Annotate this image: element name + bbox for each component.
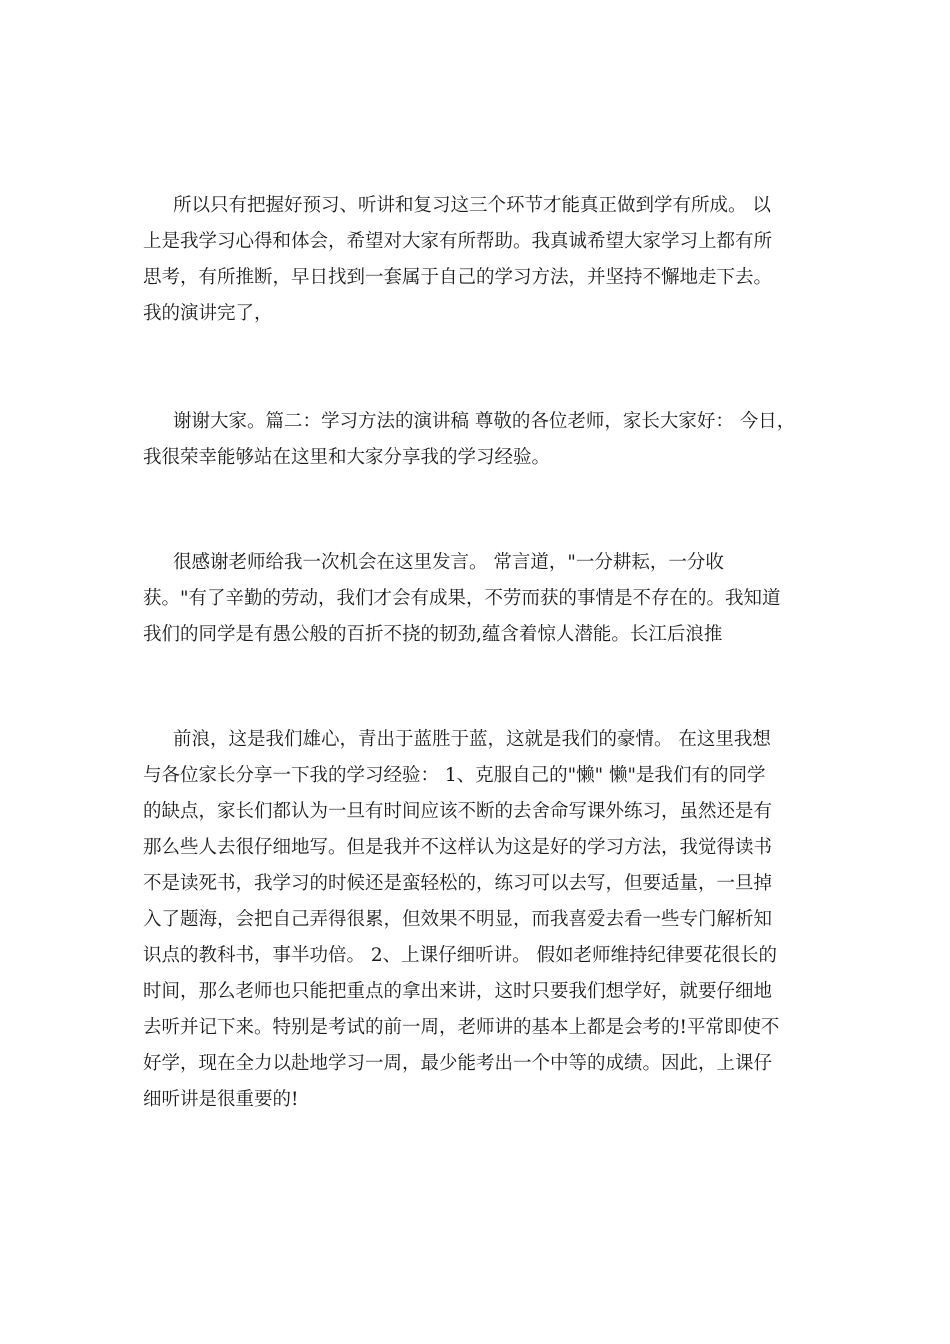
text-line: 我的演讲完了， <box>143 303 273 324</box>
text-line: 识点的教科书，事半功倍。 2、上课仔细听讲。 假如老师维持纪律要花很长的 <box>143 945 778 966</box>
text-line: 获。"有了辛勤的劳动，我们才会有成果，不劳而获的事情是不存在的。我知道 <box>143 588 781 609</box>
text-line: 谢谢大家。篇二：学习方法的演讲稿 尊敬的各位老师，家长大家好： 今日， <box>173 411 796 432</box>
text-line: 不是读死书，我学习的时候还是蛮轻松的，练习可以去写，但要适量，一旦掉 <box>143 873 773 894</box>
text-line: 我们的同学是有愚公般的百折不挠的韧劲,蕴含着惊人潜能。长江后浪推 <box>143 624 723 645</box>
text-line: 与各位家长分享一下我的学习经验： 1、克服自己的"懒" 懒"是我们有的同学 <box>143 765 766 786</box>
paragraph-conclusion <box>143 188 823 332</box>
text-line: 所以只有把握好预习、听讲和复习这三个环节才能真正做到学有所成。 以 <box>173 195 771 216</box>
paragraph-opening <box>143 545 823 653</box>
text-line: 好学，现在全力以赴地学习一周，最少能考出一个中等的成绩。因此，上课仔 <box>143 1053 773 1074</box>
text-line: 思考，有所推断，早日找到一套属于自己的学习方法，并坚持不懈地走下去。 <box>143 267 773 288</box>
text-line: 前浪，这是我们雄心，青出于蓝胜于蓝，这就是我们的豪情。 在这里我想 <box>173 729 771 750</box>
text-line: 入了题海，会把自己弄得很累，但效果不明显，而我喜爱去看一些专门解析知 <box>143 909 773 930</box>
text-line: 的缺点，家长们都认为一旦有时间应该不断的去舍命写课外练习，虽然还是有 <box>143 801 773 822</box>
text-line: 上是我学习心得和体会，希望对大家有所帮助。我真诚希望大家学习上都有所 <box>143 231 773 252</box>
text-line: 那么些人去很仔细地写。但是我并不这样认为这是好的学习方法，我觉得读书 <box>143 837 773 858</box>
paragraph-thanks <box>143 404 823 476</box>
text-line: 很感谢老师给我一次机会在这里发言。 常言道，"一分耕耘，一分收 <box>173 552 724 573</box>
text-line: 我很荣幸能够站在这里和大家分享我的学习经验。 <box>143 447 551 468</box>
text-line: 去听并记下来。特别是考试的前一周，老师讲的基本上都是会考的!平常即使不 <box>143 1017 780 1038</box>
text-line: 时间，那么老师也只能把重点的拿出来讲，这时只要我们想学好，就要仔细地 <box>143 981 773 1002</box>
text-line: 细听讲是很重要的! <box>143 1089 299 1110</box>
paragraph-experience <box>143 722 823 1118</box>
